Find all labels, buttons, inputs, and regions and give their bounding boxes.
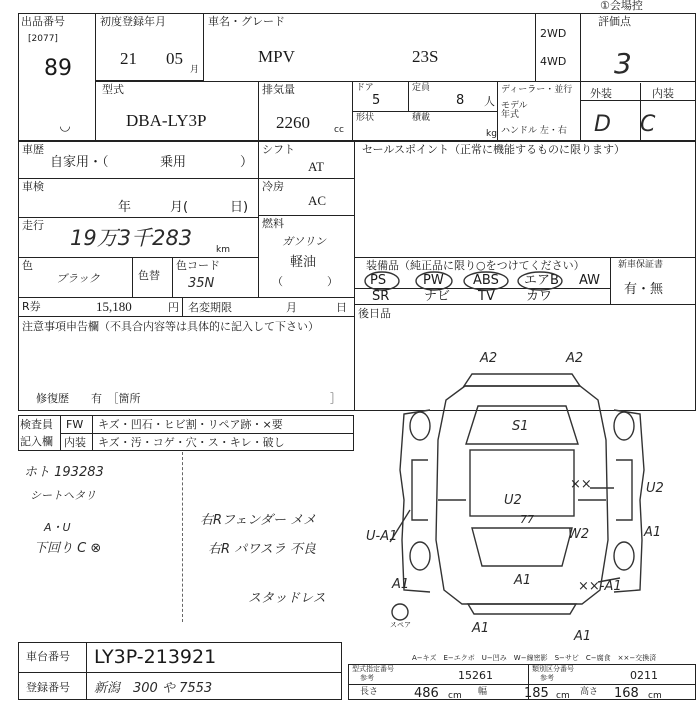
- notice-label: 注意事項申告欄（不具合内容等は具体的に記入して下さい）: [22, 320, 319, 333]
- mark-w2: W2: [568, 527, 590, 542]
- drive-2wd: 2WD: [540, 27, 567, 40]
- exterior-label: 外装: [590, 87, 612, 100]
- mark-xx-right: ××: [570, 477, 592, 492]
- yen-unit: 円: [168, 301, 179, 314]
- ac-label: 冷房: [262, 180, 284, 193]
- width-unit: cm: [556, 691, 570, 701]
- sales-point-label: セールスポイント（正常に機能するものに限ります）: [362, 143, 626, 156]
- kg-unit: kg: [486, 129, 497, 139]
- inspection-day: 日): [230, 200, 249, 215]
- history-label: 車歴: [22, 143, 44, 156]
- equip-airbag: エアB: [524, 273, 559, 288]
- inner-label: 内装: [64, 436, 86, 449]
- reg-month: 05: [166, 49, 183, 68]
- fuel-diesel: 軽油: [290, 255, 317, 270]
- fuel-gas: ガソリン: [282, 235, 326, 248]
- inspection-month: 月(: [170, 200, 189, 215]
- mark-a1-corner: A1: [574, 629, 592, 644]
- mileage-label: 走行: [22, 219, 44, 232]
- repair-close: ］: [330, 392, 341, 405]
- length-label: 長さ: [360, 687, 379, 697]
- mark-xx-a1: ××-A1: [578, 579, 622, 594]
- cc-unit: cc: [334, 125, 344, 135]
- name-month: 月: [286, 301, 297, 314]
- mark-a1-left: A1: [392, 577, 410, 592]
- drive-4wd: 4WD: [540, 55, 567, 68]
- repair-label: 修復歴 有 ［箇所: [36, 392, 141, 405]
- inspection-label: 車検: [22, 180, 44, 193]
- mark-u2-right: U2: [646, 481, 664, 496]
- fuel-label: 燃料: [262, 217, 284, 230]
- equipment-label: 装備品（純正品に限り○をつけてください）: [366, 259, 585, 272]
- note-line-4: 下回り C ⊗: [34, 541, 102, 556]
- shape-label: 形状: [356, 113, 375, 123]
- lot-stamp: ◡: [60, 119, 70, 134]
- equip-ps: PS: [370, 273, 387, 288]
- exterior-grade: D: [594, 112, 611, 137]
- load-label: 積載: [412, 113, 431, 123]
- mark-u-a1: U-A1: [366, 529, 398, 544]
- lot-label: 出品番号: [21, 15, 65, 28]
- ac-value: AC: [308, 193, 327, 208]
- name-day: 日: [336, 301, 347, 314]
- mileage-value: 19万3千283: [70, 226, 193, 250]
- mark-a2-left: A2: [480, 351, 498, 366]
- lot-number: 89: [44, 56, 72, 81]
- dealer-label: ディーラー・並行: [501, 85, 573, 95]
- entry-label: 記入欄: [20, 435, 53, 448]
- note-line-6: 右R パワスラ 不良: [208, 542, 316, 557]
- note-line-2: シートヘタリ: [30, 489, 96, 502]
- category-label: 類別区分番号: [532, 665, 574, 673]
- handle-label: ハンドル 左・右: [501, 126, 567, 136]
- inspection-year: 年: [118, 200, 132, 215]
- height-label: 高さ: [580, 687, 599, 697]
- width-value: 185: [524, 686, 549, 701]
- equip-leather: カワ: [526, 289, 553, 304]
- history-value: 自家用・（: [50, 155, 109, 170]
- warranty-value: 有・無: [624, 282, 664, 297]
- fuel-other: （ ）: [272, 275, 338, 288]
- category-ref: 参考: [540, 674, 554, 682]
- color-code: 35N: [188, 276, 215, 291]
- width-label: 幅: [478, 687, 488, 697]
- displacement: 2260: [276, 113, 310, 132]
- shift-label: シフト: [262, 143, 295, 156]
- reg-month-unit: 月: [190, 65, 200, 75]
- equip-navi: ナビ: [424, 289, 451, 304]
- equip-aw: AW: [579, 273, 601, 288]
- grade: 23S: [412, 47, 439, 66]
- mark-a1-rear: A1: [514, 573, 532, 588]
- post-label: 後日品: [358, 307, 391, 320]
- height-unit: cm: [648, 691, 662, 701]
- damage-legend: A−キズ E−エクボ U−凹み W−線密影 S−サビ C−腐食 ××−交換済: [412, 654, 657, 662]
- seats-label: 定員: [412, 83, 431, 93]
- score-value: 3: [614, 47, 632, 80]
- category-value: 0211: [630, 669, 658, 682]
- mark-a1-right: A1: [644, 525, 662, 540]
- equip-tv: TV: [478, 289, 495, 304]
- height-value: 168: [614, 686, 639, 701]
- equip-abs: ABS: [473, 273, 499, 288]
- chassis-label: 車台番号: [26, 650, 70, 663]
- color-value: ブラック: [56, 272, 100, 285]
- r-value: 15,180: [96, 299, 132, 314]
- doors-label: ドア: [356, 83, 374, 93]
- note-line-5: 右Rフェンダー メメ: [200, 513, 316, 528]
- model-code-label: 型式: [102, 83, 124, 96]
- mark-s1: S1: [512, 419, 529, 434]
- mark-a1-bottom: A1: [472, 621, 490, 636]
- doors-value: 5: [372, 93, 381, 108]
- history-type: 乗用: [160, 155, 187, 170]
- color-label: 色: [22, 259, 33, 272]
- equip-sr: SR: [372, 289, 390, 304]
- interior-grade: C: [640, 112, 656, 137]
- chassis-divider: [86, 642, 87, 700]
- fw-text: キズ・凹石・ヒビ割・リペア跡・×要: [98, 418, 283, 431]
- inner-text: キズ・汚・コゲ・穴・ス・キレ・破し: [98, 436, 285, 449]
- interior-label: 内装: [652, 87, 674, 100]
- fw-label: FW: [66, 418, 84, 431]
- reg-no-label: 登録番号: [26, 681, 70, 694]
- mark-77: 77: [520, 513, 534, 526]
- top-title: ①会場控: [600, 0, 643, 12]
- reg-label: 初度登録年月: [100, 15, 166, 28]
- r-label: R券: [22, 300, 41, 313]
- seats-value: 8: [456, 93, 465, 108]
- model-code: DBA-LY3P: [126, 111, 207, 130]
- mark-u2-center: U2: [504, 493, 522, 508]
- mark-a2-right: A2: [566, 351, 584, 366]
- length-value: 486: [414, 686, 439, 701]
- note-line-3: A・U: [44, 521, 71, 534]
- score-label: 評価点: [598, 15, 631, 28]
- reg-year: 21: [120, 49, 137, 68]
- chassis-mid: [18, 672, 342, 673]
- length-unit: cm: [448, 691, 462, 701]
- shift-value: AT: [308, 159, 324, 174]
- person-unit: 人: [484, 95, 495, 108]
- reg-no-value: 新潟 300 や 7553: [94, 681, 213, 696]
- km-unit: km: [216, 245, 230, 255]
- displacement-label: 排気量: [262, 83, 295, 96]
- spare-label: スペア: [390, 621, 411, 629]
- warranty-label: 新車保証書: [618, 260, 664, 270]
- history-close: ）: [240, 155, 254, 170]
- color-code-label: 色コード: [176, 259, 220, 272]
- equip-pw: PW: [423, 273, 444, 288]
- inspector-label: 検査員: [20, 418, 53, 431]
- color-change-label: 色替: [138, 269, 160, 282]
- type-spec-label: 型式指定番号: [352, 665, 394, 673]
- type-spec-value: 15261: [458, 669, 493, 682]
- name-change-label: 名変期限: [188, 301, 232, 314]
- note-line-7: スタッドレス: [248, 591, 326, 606]
- lot-sub: [2077]: [28, 34, 58, 44]
- spec-mid: [348, 684, 696, 685]
- chassis-value: LY3P-213921: [94, 646, 217, 668]
- model-year-label: モデル年式: [501, 101, 528, 120]
- name-label: 車名・グレード: [208, 15, 285, 28]
- note-line-1: ホト 193283: [24, 465, 104, 480]
- type-spec-ref: 参考: [360, 674, 374, 682]
- model-name: MPV: [258, 47, 295, 66]
